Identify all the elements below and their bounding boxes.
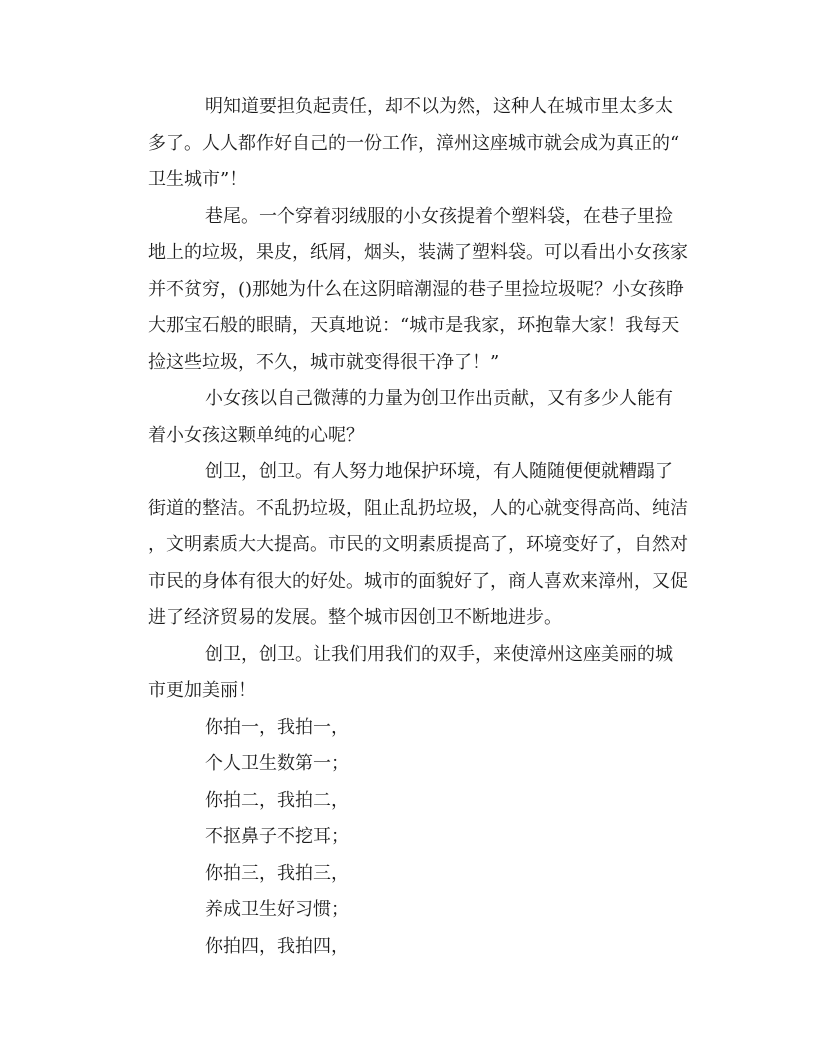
document-body: [148, 89, 716, 965]
text-line: 着小女孩这颗单纯的心呢？: [148, 424, 364, 446]
paragraph: [148, 199, 716, 382]
paragraph: [148, 381, 716, 454]
verse-line: 养成卫生好习惯；: [205, 899, 349, 920]
text-line: ，文明素质大大提高。市民的文明素质提高了，环境变好了，自然对: [148, 534, 688, 555]
text-line: 并不贫穷，()那她为什么在这阴暗潮湿的巷子里捡垃圾呢？小女孩睁: [148, 278, 685, 300]
verse-line: 你拍二，我拍二，: [205, 789, 349, 811]
text-line: 小女孩以自己微薄的力量为创卫作出贡献，又有多少人能有: [205, 388, 673, 409]
verse-block: [148, 710, 716, 966]
verse-line: 个人卫生数第一；: [205, 753, 349, 774]
text-line: 卫生城市”！: [148, 169, 248, 190]
text-line: 地上的垃圾，果皮，纸屑，烟头，装满了塑料袋。可以看出小女孩家: [148, 242, 688, 263]
text-line: 捡这些垃圾，不久，城市就变得很干净了！”: [148, 351, 500, 373]
text-line: 市民的身体有很大的好处。城市的面貌好了，商人喜欢来漳州，又促: [148, 570, 688, 592]
paragraph: [148, 637, 716, 710]
verse-line: 你拍三，我拍三，: [205, 862, 349, 884]
text-line: 进了经济贸易的发展。整个城市因创卫不断地进步。: [148, 607, 562, 628]
text-line: 创卫，创卫。让我们用我们的双手，来使漳州这座美丽的城: [205, 643, 673, 665]
text-line: 创卫，创卫。有人努力地保护环境，有人随随便便就糟蹋了: [205, 461, 673, 482]
verse-line: 你拍四，我拍四，: [205, 935, 349, 957]
text-line: 明知道要担负起责任，却不以为然，这种人在城市里太多太: [205, 96, 673, 117]
text-line: 多了。人人都作好自己的一份工作，漳州这座城市就会成为真正的“: [148, 132, 680, 154]
text-line: 街道的整洁。不乱扔垃圾，阻止乱扔垃圾，人的心就变得高尚、纯洁: [148, 497, 688, 519]
text-line: 市更加美丽！: [148, 680, 256, 701]
verse-line: 不抠鼻子不挖耳；: [205, 826, 349, 847]
paragraph: [148, 89, 716, 199]
text-line: 巷尾。一个穿着羽绒服的小女孩提着个塑料袋，在巷子里捡: [205, 205, 673, 227]
paragraph: [148, 454, 716, 637]
verse-line: 你拍一，我拍一，: [205, 716, 349, 738]
text-line: 大那宝石般的眼睛，天真地说：“城市是我家，环抱靠大家！我每天: [148, 315, 680, 336]
